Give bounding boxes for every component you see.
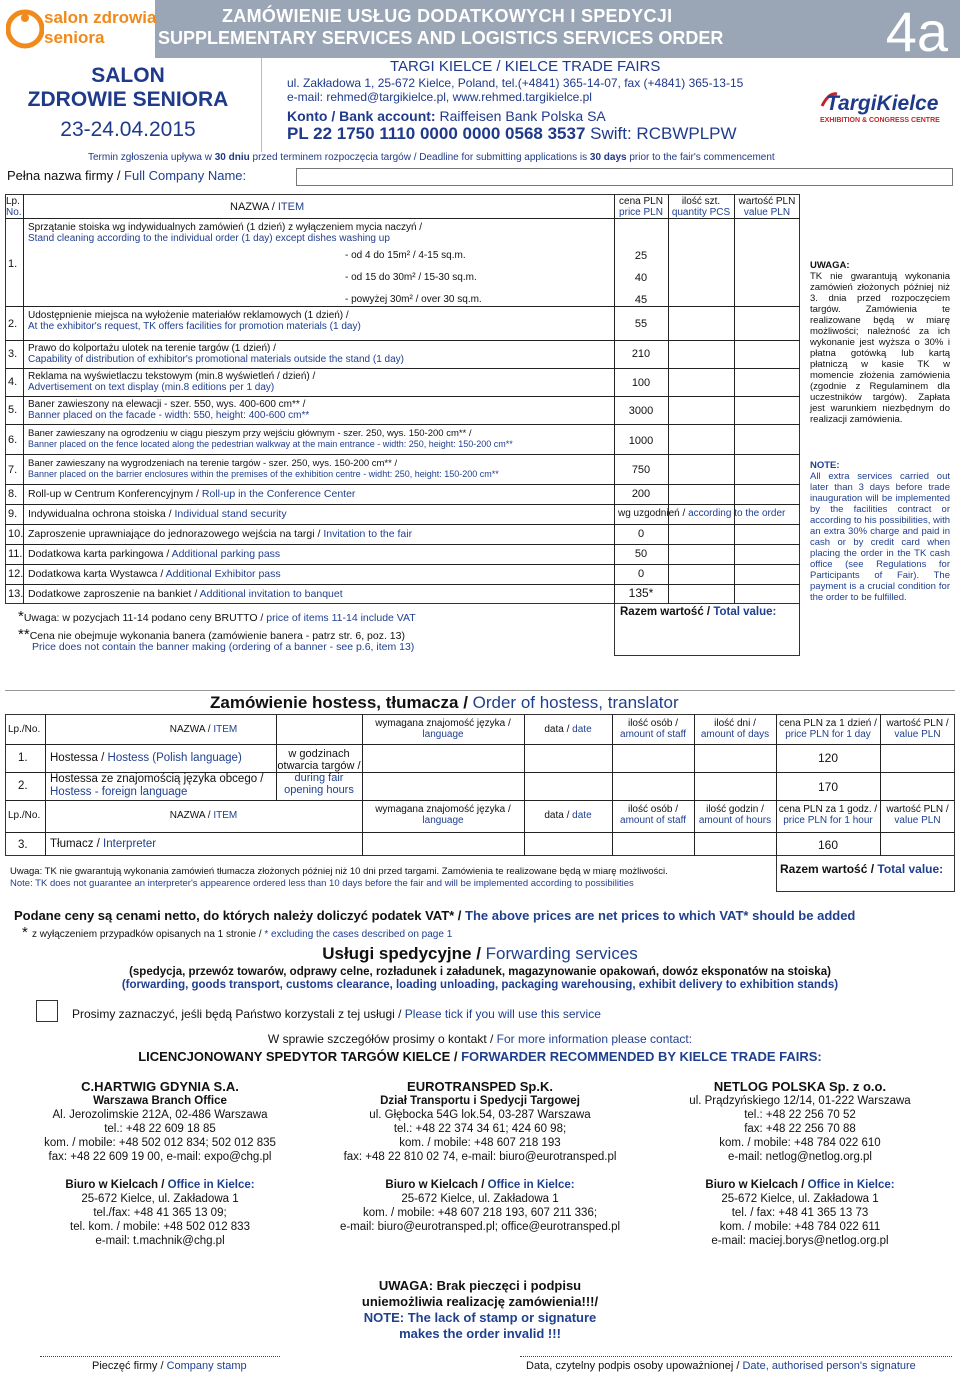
c1-o-pl: Biuro w Kielcach / [65, 1179, 168, 1191]
vat-star: * [22, 924, 33, 941]
forwarding-title [0, 944, 960, 964]
r13-pl: Dodatkowe zaproszenie na bankiet / [28, 588, 200, 600]
hours-en: during fair opening hours [284, 772, 354, 796]
total1-en: Total value: [713, 606, 777, 618]
vat-pl: Podane ceny są cenami netto, do których należy doliczyć podatek VAT* / [14, 908, 466, 923]
konto-pl: Konto / [287, 108, 340, 124]
c1-name: C.HARTWIG GDYNIA S.A. [81, 1079, 239, 1094]
title-en: SUPPLEMENTARY SERVICES AND LOGISTICS SERVICES ORDER [158, 28, 724, 48]
uwaga-text: TK nie gwarantują wykonania zamówień złożonych później niż 3. dnia przed rozpoczęciem targów. Zamówienia te realizowane będą w miarę możliwości; należność za ich wykonanie jest wyższa o 30% i płatna gotówką lub kartą płatniczą w kasie TK w momencie złożenia zamówienia (zgodnie z Regulaminem dla uczestników targów). Zapłata jest warunkiem niezbędnym do realizacji zamówienia. [810, 271, 950, 425]
row-num: 4. [8, 376, 18, 388]
bank-name: Raiffeisen Bank Polska SA [435, 108, 606, 124]
row-num: 1. [18, 752, 28, 764]
lic-pl: LICENCJONOWANY SPEDYTOR TARGÓW KIELCE / [138, 1049, 462, 1064]
vat-sub [22, 924, 452, 941]
row-num: 2. [18, 780, 28, 792]
c3-o-en: Office in Kielce: [807, 1179, 895, 1191]
c2-l3: kom. / mobile: +48 607 218 193 [399, 1137, 561, 1149]
hr1-pl: Hostessa / [50, 752, 108, 764]
note-title: NOTE: [810, 460, 840, 471]
targi-kielce-logo [820, 90, 950, 126]
price: 3000 [628, 405, 654, 417]
r3-pl: Prawo do kolportażu ulotek na terenie targów (1 dzień) / [28, 343, 276, 354]
fwd-title-en: Forwarding services [485, 944, 638, 963]
row5-desc [28, 399, 309, 421]
h-item [45, 724, 362, 735]
sign-pl: Data, czytelny podpis osoby upoważnionej / [526, 1360, 743, 1372]
h-days-en: amount of days [700, 729, 770, 740]
c1-l4: fax: +48 22 609 19 00, e-mail: expo@chg.pl [48, 1151, 272, 1163]
h-days-pl: ilość dni / [714, 718, 756, 729]
h-days [694, 718, 776, 740]
row-num: 10. [8, 528, 24, 540]
foot1-en: price of items 11-14 include VAT [266, 612, 416, 624]
footnote-1 [18, 608, 416, 625]
col-lp [6, 196, 22, 218]
form-number: 4a [885, 0, 948, 63]
h-staff [612, 718, 694, 740]
price: 25 [634, 250, 648, 262]
row-num: 3. [18, 839, 28, 851]
row2-desc [28, 310, 361, 332]
c2-name: EUROTRANSPED Sp.K. [407, 1079, 553, 1094]
h-item-en: ITEM [213, 810, 238, 821]
h-val-pl: wartość PLN / [886, 804, 949, 815]
title-pl: ZAMÓWIENIE USŁUG DODATKOWYCH I SPEDYCJI [222, 6, 673, 26]
fwd-title-pl: Usługi spedycyjne / [322, 944, 486, 963]
vat-en: The above prices are net prices to which VAT* should be added [465, 908, 856, 923]
salon-date: 23-24.04.2015 [60, 118, 196, 141]
total1-pl: Razem wartość / [620, 606, 714, 618]
vat-note [14, 908, 855, 923]
r12-pl: Dodatkowa karta Wystawca / [28, 568, 166, 580]
h-val-pl: wartość PLN [738, 196, 796, 207]
c3-l5: e-mail: netlog@netlog.org.pl [727, 1151, 872, 1163]
row9-desc [28, 508, 287, 520]
r2-en: At the exhibitor's request, TK offers facilities for promotion materials (1 day) [28, 321, 361, 332]
licensed-line [0, 1049, 960, 1064]
price: 750 [631, 464, 651, 476]
contact-en: For more information please contact: [496, 1032, 693, 1046]
foot1-pl: Uwaga: w pozycjach 11-14 podano ceny BRUTTO / [23, 612, 267, 624]
total-label-1 [620, 606, 776, 618]
check-pl: Prosimy zaznaczyć, jeśli będą Państwo korzystali z tej usługi / [72, 1007, 405, 1021]
hostess-note [10, 866, 770, 890]
price: 55 [634, 318, 648, 330]
c3-l1: ul. Prądzyńskiego 12/14, 01-222 Warszawa [689, 1095, 911, 1107]
h-date-2 [524, 810, 612, 821]
h-item-en: ITEM [213, 724, 238, 735]
row-num: 13. [8, 588, 24, 600]
h-val-en: value PLN [894, 815, 941, 826]
r11-pl: Dodatkowa karta parkingowa / [28, 548, 172, 560]
side-note-pl [810, 260, 950, 425]
footnote-2-en: Price does not contain the banner making (ordering of a banner - see p.6, item 13) [32, 641, 415, 653]
h-lang-pl: wymagana znajomość języka / [375, 804, 511, 815]
price: 160 [817, 838, 839, 852]
forwarding-checkbox[interactable] [36, 1000, 58, 1022]
stamp-warning [260, 1278, 700, 1342]
h-hours [694, 804, 776, 826]
warn3: NOTE: The lack of stamp or signature [363, 1310, 597, 1325]
hr1-en: Hostess (Polish language) [107, 752, 242, 764]
r9-en: Individual stand security [174, 508, 287, 520]
signature-label [526, 1360, 916, 1372]
h-date-en: date [572, 724, 592, 735]
h-hours-en: amount of hours [698, 815, 772, 826]
c1-sub: Warszawa Branch Office [93, 1095, 227, 1107]
h-item-pl: NAZWA / [169, 810, 214, 821]
deadline-b: 30 dniu [214, 152, 250, 163]
signature-line [520, 1356, 952, 1357]
c2-l1: ul. Głębocka 54G lok.54, 03-287 Warszawa [369, 1109, 591, 1121]
h-date-pl: data / [544, 724, 573, 735]
hostess-row1 [50, 752, 242, 764]
r6-pl: Baner zawieszany na ogrodzeniu w ciągu pieszym przy wejściu głównym - szer. 250, wys. 150-200 cm** / [28, 428, 472, 439]
h-staff-en: amount of staff [620, 815, 686, 826]
price: 0 [637, 528, 645, 540]
r7-pl: Baner zawieszany na wygrodzeniach na terenie targów - szer. 250, wys. 150-200 cm** / [28, 458, 398, 469]
total2-pl: Razem wartość / [780, 862, 878, 876]
col-item [230, 201, 304, 213]
forwarder-eurotransped [320, 1080, 640, 1234]
h-price-en: price PLN [619, 207, 663, 218]
hnote-en: Note: TK does not guarantee an interpreter's appearence ordered less than 10 days before the fair and will be implemented according to possibilities [10, 878, 634, 889]
c2-o-pl: Biuro w Kielcach / [385, 1179, 488, 1191]
r1-en: Stand cleaning according to the individual order (1 day) except dishes washing up [28, 233, 390, 244]
c3-l3: fax: +48 22 256 70 88 [744, 1123, 856, 1135]
hnote-pl: Uwaga: TK nie gwarantują wykonania zamówień tłumacza złożonych później niż 10 dni przed targami. Zamówienia te realizowane będą w miarę możliwości. [10, 866, 668, 877]
deadline-d: 30 days [589, 152, 627, 163]
c2-o1: 25-672 Kielce, ul. Zakładowa 1 [401, 1193, 559, 1205]
iban [287, 124, 737, 144]
h-pricehour-en: price PLN for 1 hour [783, 815, 873, 826]
h-lang-2 [362, 804, 524, 826]
price: 0 [637, 568, 645, 580]
vat-sub-pl: z wyłączeniem przypadków opisanych na 1 stronie / [32, 929, 265, 940]
email: e-mail: rehmed@targikielce.pl, www.rehmed.targikielce.pl [287, 90, 592, 104]
row-num: 3. [8, 348, 18, 360]
h-hours-pl: ilość godzin / [706, 804, 764, 815]
deadline-e: prior to the fair's commencement [626, 152, 775, 163]
sign-en: Date, authorised person's signature [742, 1360, 916, 1372]
r4-pl: Reklama na wyświetlaczu tekstowym (min.8 wyświetleń / dzień) / [28, 371, 316, 382]
r6-en: Banner placed on the fence located along the pedestrian walkway at the main entrance - width: 250, height: 150-200 cm** [28, 439, 513, 449]
hostess-title [210, 693, 679, 713]
h-no: No. [6, 207, 22, 218]
row12-desc [28, 568, 281, 580]
r10-pl: Zaproszenie uprawniające do jednorazowego wejścia na targi / [28, 528, 324, 540]
c1-l1: Al. Jerozolimskie 212A, 02-486 Warszawa [52, 1109, 268, 1121]
r4-en: Advertisement on text display (min.8 editions per 1 day) [28, 382, 275, 393]
h-pricehour [776, 804, 880, 826]
row3-desc [28, 343, 404, 365]
fullname-en: Full Company Name: [124, 168, 247, 183]
total-label-2 [780, 862, 943, 876]
row7-desc [28, 458, 499, 480]
forwarding-sub-en: (forwarding, goods transport, customs clearance, loading unloading, packaging warehousing, exhibit delivery to exhibition stands) [121, 979, 839, 991]
r12-en: Additional Exhibitor pass [165, 568, 281, 580]
price: 200 [631, 488, 651, 500]
h-qty-pl: ilość szt. [681, 196, 721, 207]
salon-line2: ZDROWIE SENIORA [27, 88, 229, 111]
logo-area [0, 0, 155, 58]
h-item-en: ITEM [277, 201, 305, 213]
row10-desc [28, 528, 412, 540]
hours-pl: w godzinach otwarcia targów / [277, 748, 361, 772]
opening-hours [276, 748, 362, 796]
foot1-star: * [18, 608, 24, 625]
forwarder-netlog [640, 1080, 960, 1248]
swift: Swift: RCBWPLPW [585, 124, 737, 143]
col-qty [668, 196, 734, 218]
row11-desc [28, 548, 280, 560]
stamp-pl: Pieczęć firmy / [92, 1360, 167, 1372]
c2-o2: kom. / mobile: +48 607 218 193, 607 211 336; [362, 1207, 598, 1219]
price: 170 [817, 780, 839, 794]
row-num: 1. [8, 258, 18, 270]
c1-l3: kom. / mobile: +48 502 012 834; 502 012 835 [44, 1137, 276, 1149]
warn2: uniemożliwia realizację zamówienia!!!/ [361, 1294, 599, 1309]
contact-pl: W sprawie szczegółów prosimy o kontakt / [267, 1032, 497, 1046]
h-staff-pl: ilość osób / [627, 804, 679, 815]
hr3-pl: Tłumacz / [50, 838, 104, 850]
deadline-c: przed terminem rozpoczęcia targów / Deadline for submitting applications is [249, 152, 590, 163]
h-qty-en: quantity PCS [671, 207, 731, 218]
c3-o4: e-mail: maciej.borys@netlog.org.pl [711, 1235, 889, 1247]
c1-o1: 25-672 Kielce, ul. Zakładowa 1 [81, 1193, 239, 1205]
c1-o4: e-mail: t.machnik@chg.pl [95, 1235, 225, 1247]
row-num: 8. [8, 488, 18, 500]
c3-l4: kom. / mobile: +48 784 022 610 [719, 1137, 881, 1149]
price: 40 [634, 272, 648, 284]
r10-en: Invitation to the fair [323, 528, 413, 540]
c1-o3: tel. kom. / mobile: +48 502 012 833 [70, 1221, 250, 1233]
r11-en: Additional parking pass [171, 548, 281, 560]
hostess-row2 [50, 773, 264, 799]
h-value [880, 718, 955, 740]
price: 45 [634, 294, 648, 306]
row-num: 2. [8, 318, 18, 330]
h-lp: Lp. [6, 196, 20, 207]
h-val-en: value PLN [894, 729, 941, 740]
price: 1000 [628, 435, 654, 447]
deadline [88, 152, 775, 163]
r9-p-en: according to the order [688, 508, 786, 519]
forwarding-sub-pl: (spedycja, przewóz towarów, odprawy celne, rozładunek i załadunek, magazynowanie opakowań, dowóz eksponatów na stoiska) [129, 966, 831, 978]
h-priceday-pl: cena PLN za 1 dzień / [779, 718, 877, 729]
h-item-pl: NAZWA / [230, 201, 278, 213]
hostess-title-pl: Zamówienie hostess, tłumacza / [210, 693, 473, 712]
row1a: - od 4 do 15m² / 4-15 sq.m. [345, 250, 466, 261]
bank-account [287, 108, 606, 124]
r2-pl: Udostępnienie miejsca na wyłożenie materiałów reklamowych (1 dzień) / [28, 310, 349, 321]
row-num: 7. [8, 464, 18, 476]
row1c: - powyżej 30m² / over 30 sq.m. [345, 294, 482, 305]
h-lp: Lp./No. [8, 724, 41, 735]
row4-desc [28, 371, 315, 393]
r5-en: Banner placed on the facade - width: 550, height: 400-600 cm** [28, 410, 310, 421]
full-name-label [7, 168, 246, 183]
hr3-en: Interpreter [103, 838, 157, 850]
h-date-en: date [572, 810, 592, 821]
total2-en: Total value: [877, 862, 944, 876]
r3-en: Capability of distribution of exhibitor's promotional materials outside the stand (1 day) [28, 354, 404, 365]
h-pricehour-pl: cena PLN za 1 godz. / [778, 804, 878, 815]
c1-o2: tel./fax: +48 41 365 13 09; [93, 1207, 227, 1219]
h-val-pl: wartość PLN / [886, 718, 949, 729]
h-priceday [776, 718, 880, 740]
row6-desc [28, 428, 614, 450]
logo-text-bottom: seniora [44, 28, 105, 47]
salon-name [18, 64, 238, 112]
row1b: - od 15 do 30m² / 15-30 sq.m. [345, 272, 477, 283]
h-item-pl: NAZWA / [169, 724, 214, 735]
iban-number: PL 22 1750 1110 0000 0000 0568 3537 [287, 124, 586, 143]
note-text: All extra services carried out later than 3 days before trade inauguration will be implemented by the facilities contract or according to his possibilities, with an extra 30% charge and paid in cash or by credit card when placing the order in the TK cash office (see Regulations for Participants of Fair). The payment is a crucial condition for the order to be fulfilled. [810, 471, 950, 603]
price: 100 [631, 377, 651, 389]
h-value-2 [880, 804, 955, 826]
row-num: 12. [8, 568, 24, 580]
c1-l2: tel.: +48 22 609 18 85 [104, 1123, 216, 1135]
deadline-a: Termin zgłoszenia upływa w [88, 152, 215, 163]
warn1: UWAGA: Brak pieczęci i podpisu [378, 1278, 582, 1293]
side-note-en [810, 460, 950, 603]
company-stamp-label [92, 1360, 247, 1372]
h-price-pl: cena PLN [619, 196, 663, 207]
forwarding-check-label [72, 1007, 601, 1021]
hostess-title-en: Order of hostess, translator [472, 693, 679, 712]
h-staff-pl: ilość osób / [627, 718, 679, 729]
c3-name: NETLOG POLSKA Sp. z o.o. [713, 1079, 887, 1094]
h-date-pl: data / [544, 810, 573, 821]
c3-o3: kom. / mobile: +48 784 022 611 [719, 1221, 881, 1233]
foot2-pl: Cena nie obejmuje wykonania banera (zamówienie banera - patrz str. 6, poz. 13) [29, 630, 405, 642]
row-num: 5. [8, 404, 18, 416]
c1-o-en: Office in Kielce: [167, 1179, 255, 1191]
row1-desc [28, 222, 608, 244]
fairs-name: TARGI KIELCE / KIELCE TRADE FAIRS [390, 58, 661, 75]
h-lang-en: language [422, 815, 464, 826]
r5-pl: Baner zawieszony na elewacji - szer. 550, wys. 400-600 cm** / [28, 399, 306, 410]
h-staff-en: amount of staff [620, 729, 686, 740]
price: 50 [634, 548, 648, 560]
c3-o2: tel. / fax: +48 41 365 13 73 [731, 1207, 869, 1219]
h-val-en: value PLN [743, 207, 791, 218]
salon-line1: SALON [91, 64, 165, 87]
col-price [614, 196, 668, 218]
stamp-en: Company stamp [166, 1360, 247, 1372]
h-item-2 [45, 810, 362, 821]
price: 120 [817, 751, 839, 765]
forwarder-hartwig [0, 1080, 320, 1248]
fullname-pl: Pełna nazwa firmy / [7, 168, 125, 183]
warn4: makes the order invalid !!! [399, 1326, 561, 1341]
logo-text-top: salon zdrowia [44, 8, 157, 27]
r1-pl: Sprzątanie stoiska wg indywidualnych zamówień (1 dzień) z wyłączeniem mycia naczyń / [28, 222, 423, 233]
h-staff-2 [612, 804, 694, 826]
h-lang-pl: wymagana znajomość języka / [375, 718, 511, 729]
price: 210 [631, 348, 651, 360]
hr2-en: Hostess - foreign language [50, 786, 188, 798]
r9-p-pl: wg uzgodnień / [618, 508, 689, 519]
row13-desc [28, 588, 343, 600]
foot2-star: ** [18, 626, 30, 643]
c2-l4: fax: +48 22 810 02 74, e-mail: biuro@eurotransped.pl [343, 1151, 617, 1163]
row8-desc [28, 488, 355, 500]
h-lang [362, 718, 524, 740]
r9-pl: Indywidualna ochrona stoiska / [28, 508, 175, 520]
vat-sub-en: * excluding the cases described on page 1 [264, 929, 453, 940]
c2-o-en: Office in Kielce: [487, 1179, 575, 1191]
hr2-pl: Hostessa ze znajomością języka obcego / [50, 773, 264, 785]
tk-logo-text: TargiKielce [826, 92, 939, 115]
c3-l2: tel.: +48 22 256 70 52 [744, 1109, 856, 1121]
tk-logo-sub: EXHIBITION & CONGRESS CENTRE [820, 117, 940, 124]
c3-o-pl: Biuro w Kielcach / [705, 1179, 808, 1191]
c3-o1: 25-672 Kielce, ul. Zakładowa 1 [721, 1193, 879, 1205]
check-en: Please tick if you will use this service [404, 1007, 601, 1021]
row9-price [618, 508, 785, 519]
h-priceday-en: price PLN for 1 day [785, 729, 871, 740]
row-num: 11. [8, 548, 23, 560]
address: ul. Zakładowa 1, 25-672 Kielce, Poland, tel.(+4841) 365-14-07, fax (+4841) 365-13-15 [287, 76, 744, 90]
r8-pl: Roll-up w Centrum Konferencyjnym / [28, 488, 202, 500]
r13-en: Additional invitation to banquet [199, 588, 343, 600]
r8-en: Roll-up in the Conference Center [201, 488, 356, 500]
h-lang-en: language [422, 729, 464, 740]
c2-sub: Dział Transportu i Spedycji Targowej [380, 1095, 580, 1107]
stamp-line [40, 1356, 280, 1357]
lic-en: FORWARDER RECOMMENDED BY KIELCE TRADE FAIRS: [461, 1049, 822, 1064]
contact-line [0, 1032, 960, 1046]
c2-l2: tel.: +48 22 374 34 61; 424 60 98; [393, 1123, 567, 1135]
hostess-row3 [50, 838, 156, 850]
col-value [734, 196, 800, 218]
uwaga-title: UWAGA: [810, 260, 850, 271]
salon-logo-icon [6, 6, 44, 52]
company-name-field[interactable] [296, 168, 953, 186]
c2-o3: e-mail: biuro@eurotransped.pl; office@eurotransped.pl [339, 1221, 621, 1233]
h-date [524, 724, 612, 735]
r7-en: Banner placed on the barrier enclosures within the premises of the exhibition centre - widht: 250, height: 150-200 cm** [28, 469, 499, 479]
row-num: 9. [8, 508, 18, 520]
konto-en: Bank account: [339, 108, 436, 124]
price: 135* [628, 586, 654, 600]
row-num: 6. [8, 434, 18, 446]
h-lp-2: Lp./No. [8, 810, 41, 821]
